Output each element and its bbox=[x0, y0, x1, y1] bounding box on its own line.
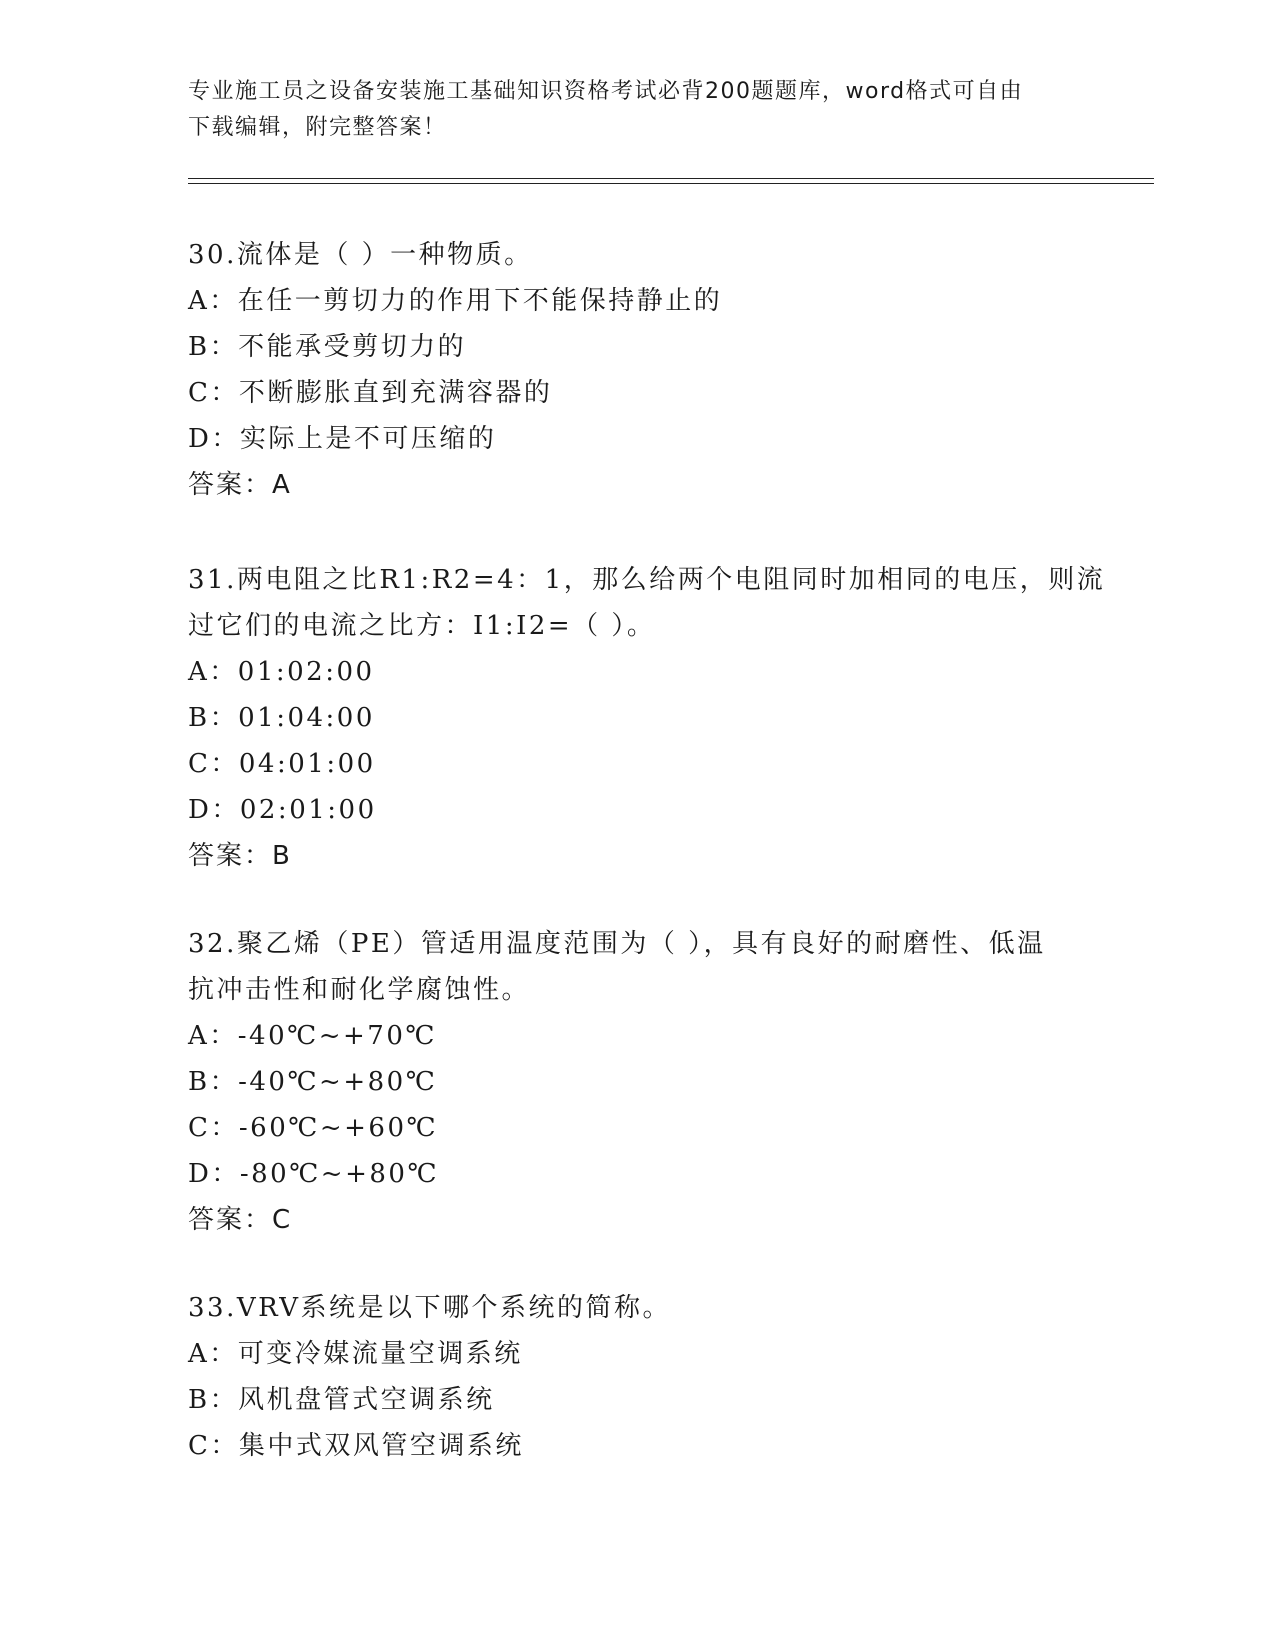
option-c: C：-60℃~+60℃ bbox=[188, 1113, 439, 1143]
option-a: A：-40℃~+70℃ bbox=[188, 1021, 437, 1051]
question-30 bbox=[188, 232, 1088, 508]
option-a: A：在任一剪切力的作用下不能保持静止的 bbox=[188, 286, 723, 316]
question-33 bbox=[188, 1285, 1088, 1469]
header-divider-top bbox=[188, 178, 1154, 179]
answer-label: 答案：B bbox=[188, 841, 292, 871]
question-stem: 30.流体是（ ）一种物质。 bbox=[188, 240, 533, 270]
question-32 bbox=[188, 921, 1088, 1243]
question-stem-continued: 过它们的电流之比方：I1:I2=（ ）。 bbox=[188, 611, 656, 641]
option-a: A：可变冷媒流量空调系统 bbox=[188, 1339, 523, 1369]
option-d: D：-80℃~+80℃ bbox=[188, 1159, 440, 1189]
question-stem: 31.两电阻之比R1:R2=4：1，那么给两个电阻同时加相同的电压，则流 bbox=[188, 565, 1106, 595]
question-31 bbox=[188, 557, 1106, 879]
header-line-1: 专业施工员之设备安装施工基础知识资格考试必背200题题库，word格式可自由 bbox=[188, 79, 1024, 104]
option-b: B：01:04:00 bbox=[188, 703, 375, 733]
option-d: D：实际上是不可压缩的 bbox=[188, 424, 497, 454]
option-d: D：02:01:00 bbox=[188, 795, 377, 825]
option-b: B：风机盘管式空调系统 bbox=[188, 1385, 495, 1415]
option-b: B：不能承受剪切力的 bbox=[188, 332, 467, 362]
answer-label: 答案：C bbox=[188, 1205, 293, 1235]
header-divider-bottom bbox=[188, 183, 1154, 184]
option-c: C：04:01:00 bbox=[188, 749, 376, 779]
option-a: A：01:02:00 bbox=[188, 657, 375, 687]
option-c: C：不断膨胀直到充满容器的 bbox=[188, 378, 553, 408]
question-stem-continued: 抗冲击性和耐化学腐蚀性。 bbox=[188, 975, 531, 1005]
header-line-2: 下载编辑，附完整答案！ bbox=[188, 115, 447, 140]
question-stem: 33.VRV系统是以下哪个系统的简称。 bbox=[188, 1293, 672, 1323]
answer-label: 答案：A bbox=[188, 470, 292, 500]
question-stem: 32.聚乙烯（PE）管适用温度范围为（ ），具有良好的耐磨性、低温 bbox=[188, 929, 1046, 959]
option-b: B：-40℃~+80℃ bbox=[188, 1067, 438, 1097]
option-c: C：集中式双风管空调系统 bbox=[188, 1431, 524, 1461]
document-header bbox=[188, 74, 1088, 146]
